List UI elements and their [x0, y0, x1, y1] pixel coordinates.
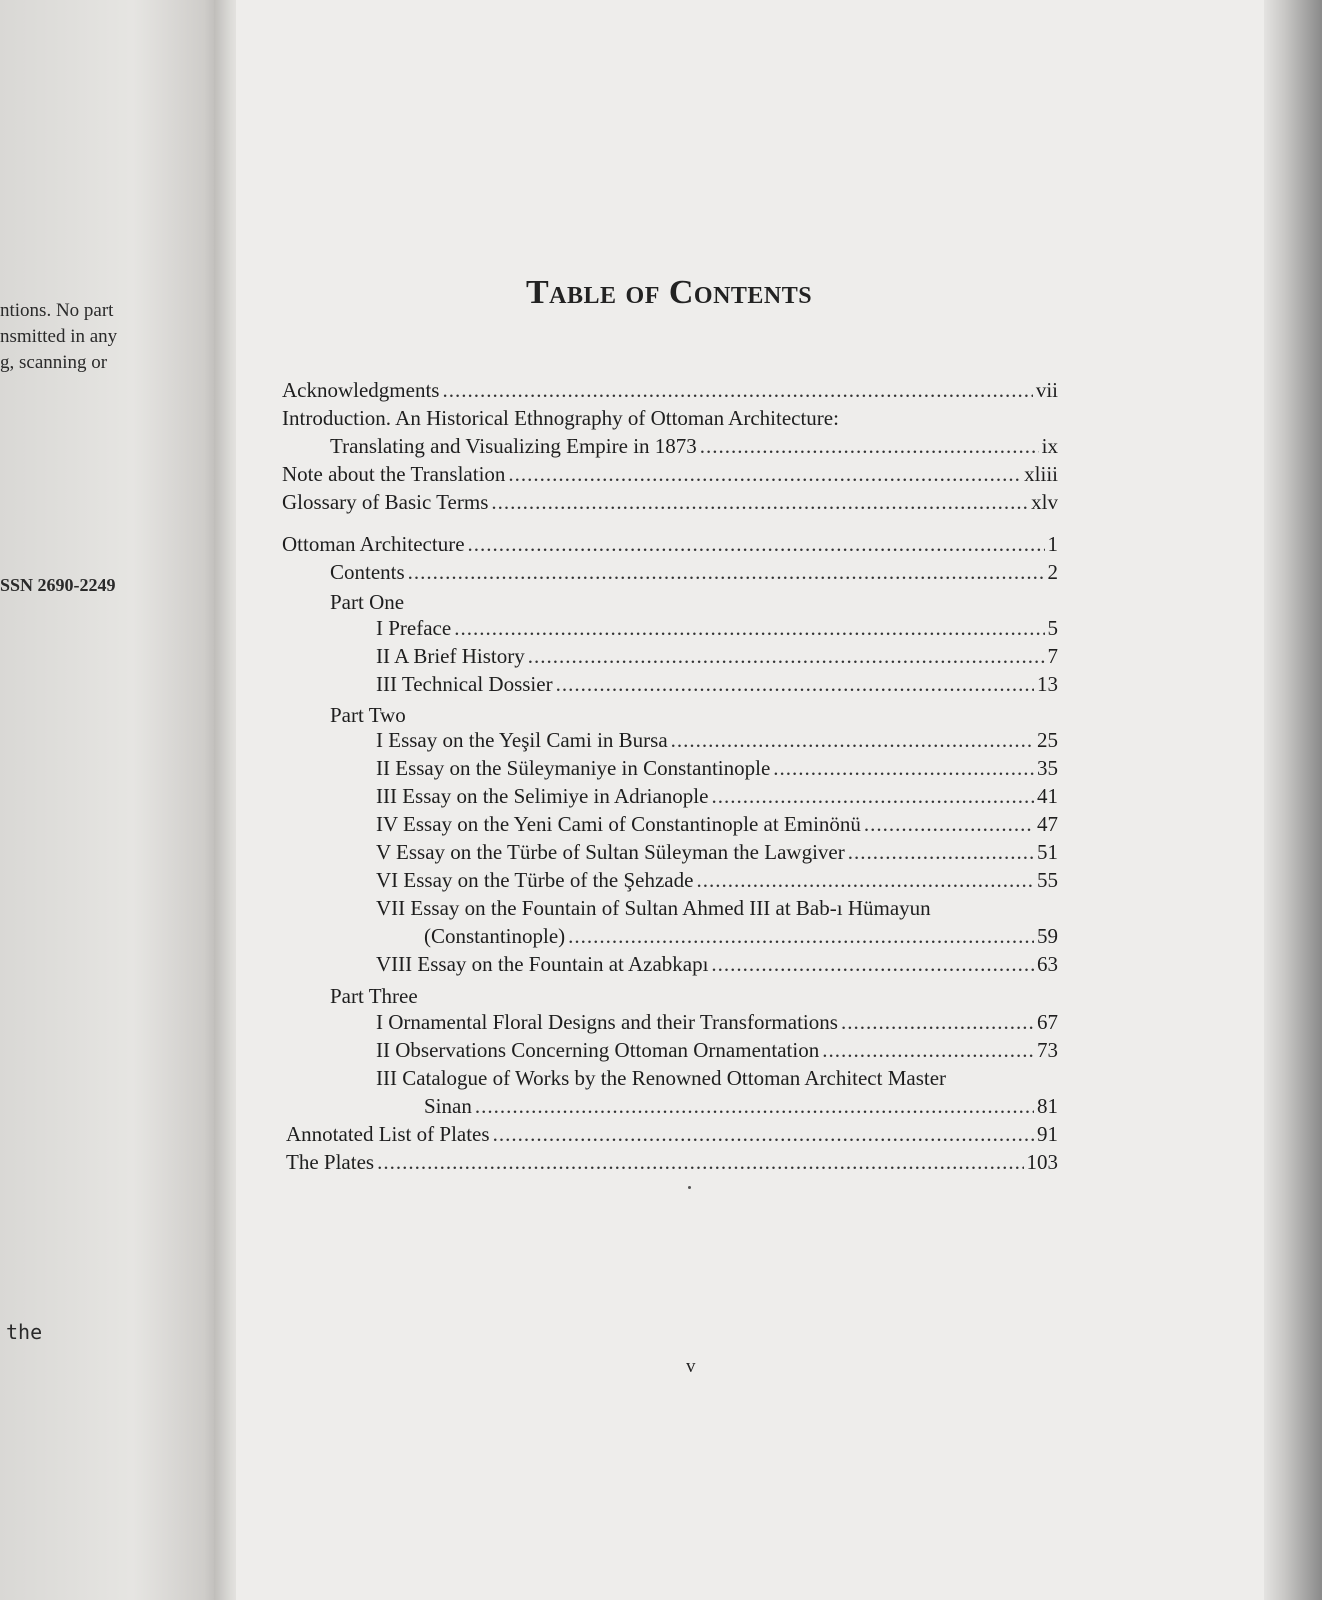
toc-entry-page: xlv — [1031, 490, 1058, 514]
toc-entry-page: 13 — [1037, 672, 1058, 696]
dot-leader — [711, 952, 1034, 977]
page-title: Table of Contents — [526, 274, 813, 311]
dot-leader — [493, 1122, 1034, 1147]
toc-entry-label: Ottoman Architecture — [282, 532, 465, 556]
toc-entry-page: 2 — [1047, 560, 1058, 584]
toc-entry-label: II A Brief History — [376, 644, 525, 668]
toc-entry-page: 51 — [1037, 840, 1058, 864]
toc-entry-label: II Essay on the Süleymaniye in Constantinople — [376, 756, 771, 780]
toc-entry-page: 5 — [1047, 616, 1058, 640]
facing-page-fragment: the — [6, 1320, 43, 1344]
toc-entry-label: Sinan — [424, 1094, 472, 1118]
toc-entry-label: Contents — [330, 560, 405, 584]
dot-leader — [408, 560, 1045, 585]
toc-entry-label: III Essay on the Selimiye in Adrianople — [376, 784, 709, 808]
facing-page — [0, 0, 222, 1600]
toc-entry — [424, 1094, 1058, 1124]
toc-entry — [286, 1122, 1058, 1152]
toc-entry-page: 91 — [1037, 1122, 1058, 1146]
toc-entry-label: The Plates — [286, 1150, 375, 1174]
toc-entry — [376, 672, 1058, 702]
page-edge-shadow — [1264, 0, 1322, 1600]
toc-entry — [376, 784, 1058, 814]
toc-entry-label: VI Essay on the Türbe of the Şehzade — [376, 868, 694, 892]
dot-leader — [377, 1150, 1023, 1175]
toc-entry — [376, 812, 1058, 842]
toc-entry — [376, 756, 1058, 786]
facing-page-line: ntions. No part — [0, 300, 114, 321]
facing-page-line: nsmitted in any — [0, 326, 118, 347]
dot-leader — [700, 434, 1039, 459]
toc-entry-page: 59 — [1037, 924, 1058, 948]
toc-entry-page: 35 — [1037, 756, 1058, 780]
toc-entry — [282, 462, 1058, 492]
toc-entry — [424, 924, 1058, 954]
dot-leader — [468, 532, 1045, 557]
toc-entry-label: II Observations Concerning Ottoman Ornamentation — [376, 1038, 820, 1062]
toc-entry-label: V Essay on the Türbe of Sultan Süleyman the Lawgiver — [376, 840, 845, 864]
toc-part-heading: Part One — [330, 590, 405, 614]
toc-entry-page: 103 — [1026, 1150, 1058, 1174]
toc-entry-label: VIII Essay on the Fountain at Azabkapı — [376, 952, 709, 976]
toc-entry-label: Annotated List of Plates — [286, 1122, 490, 1146]
toc-entry-label: (Constantinople) — [424, 924, 566, 948]
dot-leader — [556, 672, 1034, 697]
toc-entry-page: 47 — [1037, 812, 1058, 836]
toc-entry — [282, 378, 1058, 408]
toc-entry-page: 25 — [1037, 728, 1058, 752]
dot-leader — [491, 490, 1028, 515]
toc-entry-page: 1 — [1047, 532, 1058, 556]
toc-entry-page: 7 — [1047, 644, 1058, 668]
toc-entry-label: I Ornamental Floral Designs and their Transformations — [376, 1010, 838, 1034]
toc-entry-page: 55 — [1037, 868, 1058, 892]
dot-leader — [671, 728, 1034, 753]
toc-entry-page: 73 — [1037, 1038, 1058, 1062]
toc-entry — [376, 840, 1058, 870]
dot-leader — [508, 462, 1021, 487]
toc-entry-page: xliii — [1024, 462, 1058, 486]
toc-entry — [282, 490, 1058, 520]
toc-entry — [282, 532, 1058, 562]
toc-part-heading: Part Two — [330, 703, 406, 727]
toc-entry-label: Translating and Visualizing Empire in 1873 — [330, 434, 697, 458]
dot-leader — [773, 756, 1034, 781]
toc-entry-label: IV Essay on the Yeni Cami of Constantinople at Eminönü — [376, 812, 861, 836]
toc-entry-label: VII Essay on the Fountain of Sultan Ahmed III at Bab-ı Hümayun — [376, 896, 931, 920]
toc-entry-page: 67 — [1037, 1010, 1058, 1034]
dot-leader — [528, 644, 1045, 669]
dot-leader — [848, 840, 1034, 865]
toc-entry-label: III Catalogue of Works by the Renowned Ottoman Architect Master — [376, 1066, 947, 1090]
stray-mark — [688, 1186, 691, 1189]
facing-page-line: g, scanning or — [0, 352, 108, 373]
toc-entry — [330, 560, 1058, 590]
page-number: v — [686, 1356, 696, 1377]
toc-entry — [376, 1010, 1058, 1040]
toc-part-heading: Part Three — [330, 984, 418, 1008]
dot-leader — [568, 924, 1034, 949]
toc-entry-label: Note about the Translation — [282, 462, 506, 486]
toc-entry-label: Introduction. An Historical Ethnography of Ottoman Architecture: — [282, 406, 839, 430]
toc-entry — [376, 728, 1058, 758]
toc-entry-label: I Essay on the Yeşil Cami in Bursa — [376, 728, 668, 752]
dot-leader — [454, 616, 1044, 641]
toc-entry — [286, 1150, 1058, 1180]
toc-entry-label: Glossary of Basic Terms — [282, 490, 489, 514]
toc-entry-label: I Preface — [376, 616, 452, 640]
toc-entry — [376, 616, 1058, 646]
toc-entry — [376, 1038, 1058, 1068]
toc-entry-page: ix — [1041, 434, 1058, 458]
toc-entry — [330, 434, 1058, 464]
toc-entry-page: vii — [1035, 378, 1058, 402]
dot-leader — [841, 1010, 1034, 1035]
dot-leader — [864, 812, 1034, 837]
toc-entry — [376, 644, 1058, 674]
toc-entry — [376, 868, 1058, 898]
dot-leader — [475, 1094, 1034, 1119]
toc-entry-label: Acknowledgments — [282, 378, 440, 402]
facing-page-issn: SSN 2690-2249 — [0, 575, 116, 595]
dot-leader — [696, 868, 1034, 893]
dot-leader — [711, 784, 1034, 809]
toc-entry-page: 81 — [1037, 1094, 1058, 1118]
dot-leader — [822, 1038, 1034, 1063]
toc-entry-page: 63 — [1037, 952, 1058, 976]
toc-entry — [376, 952, 1058, 982]
toc-entry-page: 41 — [1037, 784, 1058, 808]
toc-entry-label: III Technical Dossier — [376, 672, 553, 696]
dot-leader — [442, 378, 1032, 403]
